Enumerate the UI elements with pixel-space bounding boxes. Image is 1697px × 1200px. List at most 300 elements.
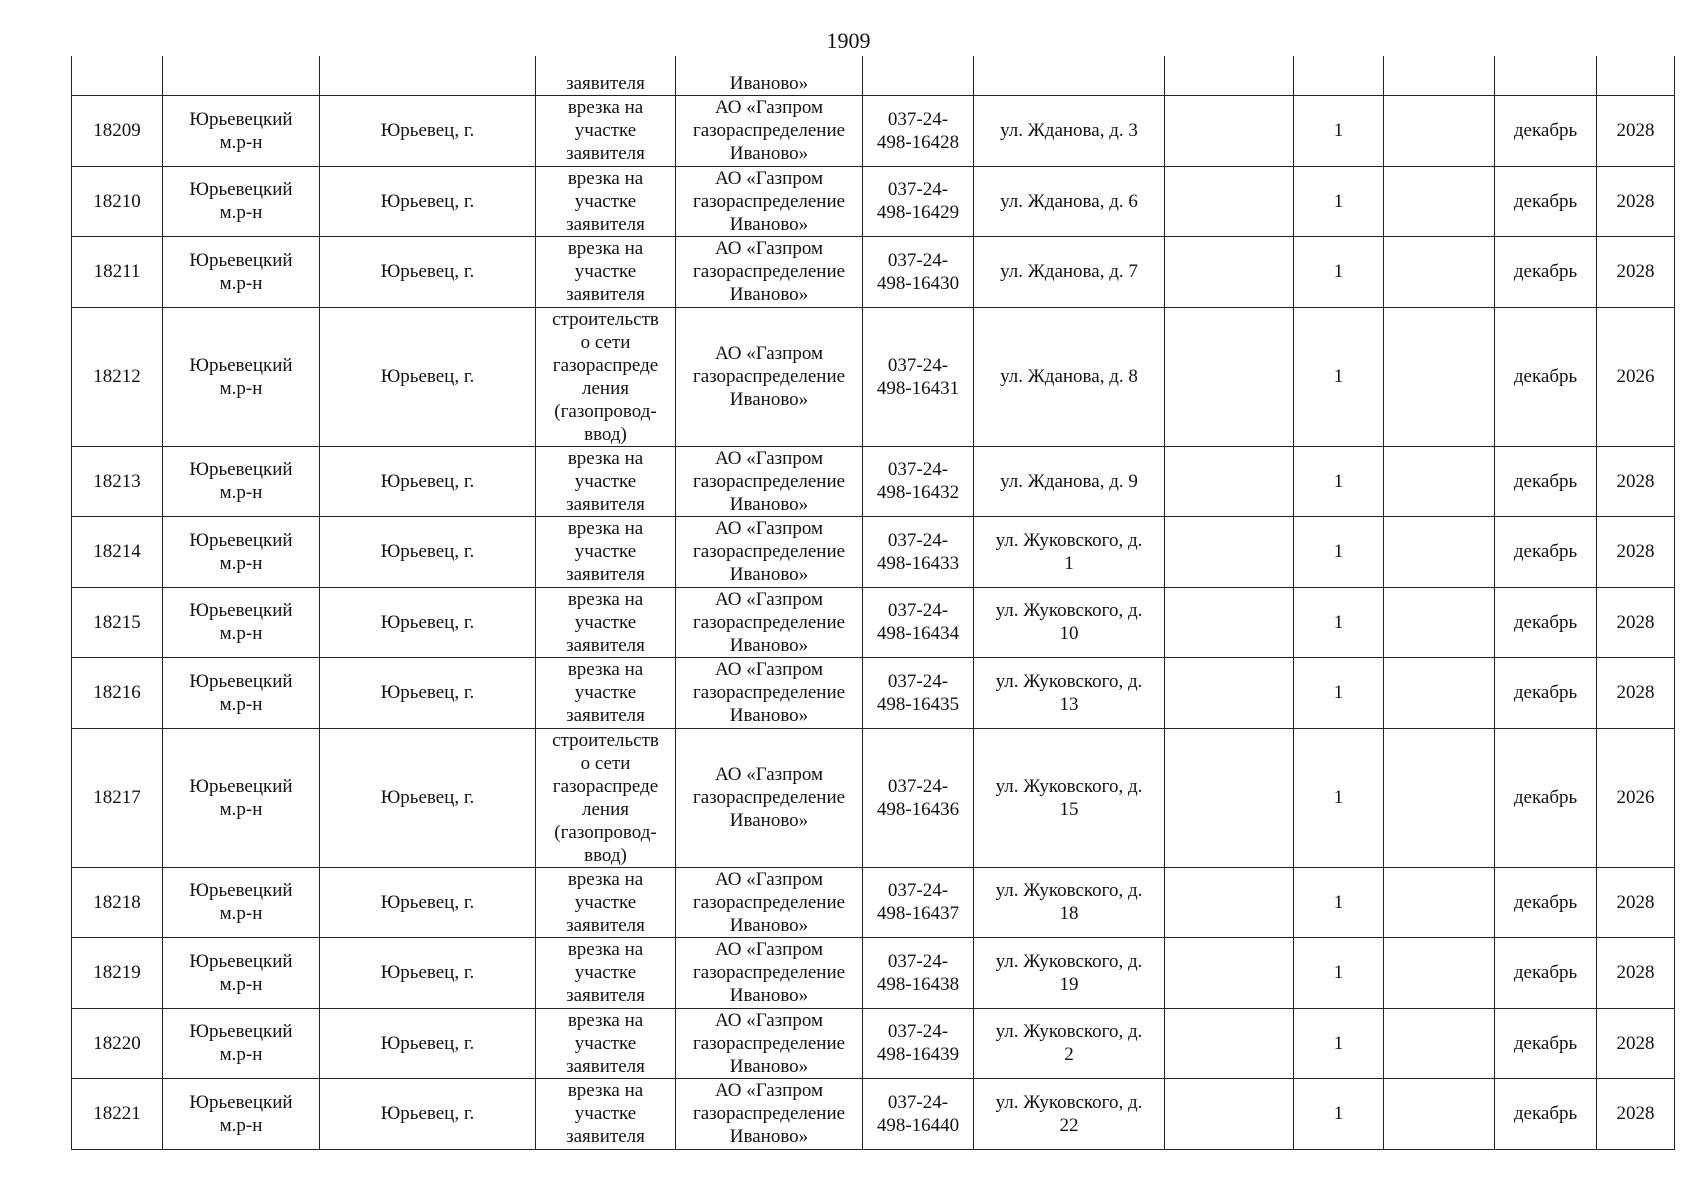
organization-text: АО «Газпром газораспределение Иваново» [692,238,846,306]
cell-settlement [320,938,536,1009]
cell-id [72,728,163,867]
organization-text: Иваново» [729,73,809,94]
month-text: декабрь [1513,891,1578,913]
cell-id [72,658,163,729]
work-type-text: строительств о сети газораспреде ления (газопровод- ввод) [552,729,659,866]
page-number: 1909 [826,28,871,53]
registry-table-body [72,56,1675,1149]
id-text: 18210 [93,190,141,212]
cell-extra-b [1384,658,1495,729]
month-text: декабрь [1513,611,1578,633]
address-text: ул. Жуковского, д. 18 [995,880,1143,925]
table-row [72,1008,1675,1079]
year-text: 2028 [1616,541,1655,563]
month-text: декабрь [1513,470,1578,492]
address-text: ул. Жданова, д. 7 [1000,261,1138,283]
cell-address [974,728,1165,867]
cell-extra-a [1165,446,1294,517]
organization-text: АО «Газпром газораспределение Иваново» [692,343,846,410]
cell-extra-b [1384,587,1495,658]
quantity-text: 1 [1333,541,1344,563]
cell-quantity [1294,307,1384,446]
cell-address [974,658,1165,729]
district-text: Юрьевецкий м.р-н [189,179,293,224]
cell-year [1597,307,1675,446]
work-type-text: врезка на участке заявителя [566,167,645,235]
table-row [72,166,1675,237]
cell-extra-a [1165,237,1294,308]
year-text: 2026 [1616,787,1655,808]
cell-code [863,658,974,729]
cell-address [974,96,1165,167]
address-text: ул. Жуковского, д. 22 [995,1091,1143,1136]
cell-work-type [536,658,676,729]
cell-year [1597,1079,1675,1150]
cell-month [1495,56,1597,96]
cell-year [1597,237,1675,308]
address-text: ул. Жуковского, д. 1 [995,529,1143,574]
cell-settlement [320,867,536,938]
cell-quantity [1294,1008,1384,1079]
cell-settlement [320,96,536,167]
code-text: 037-24- 498-16437 [876,880,960,925]
cell-id [72,56,163,96]
work-type-text: врезка на участке заявителя [566,238,645,306]
district-text: Юрьевецкий м.р-н [189,249,293,294]
id-text: 18209 [93,120,141,142]
cell-work-type [536,96,676,167]
cell-year [1597,658,1675,729]
cell-settlement [320,446,536,517]
continuation-row [72,56,1675,96]
table-row [72,587,1675,658]
district-text: Юрьевецкий м.р-н [189,529,293,574]
cell-extra-b [1384,938,1495,1009]
month-text: декабрь [1513,962,1578,984]
cell-settlement [320,728,536,867]
work-type-text: врезка на участке заявителя [566,588,645,656]
cell-quantity [1294,96,1384,167]
id-text: 18216 [93,682,141,704]
cell-code [863,938,974,1009]
cell-extra-b [1384,728,1495,867]
cell-work-type [536,1079,676,1150]
id-text: 18214 [93,541,141,563]
year-text: 2028 [1616,1032,1655,1054]
quantity-text: 1 [1333,261,1344,283]
code-text: 037-24- 498-16440 [876,1091,960,1136]
cell-id [72,517,163,588]
cell-id [72,166,163,237]
cell-id [72,938,163,1009]
cell-year [1597,587,1675,658]
cell-settlement [320,587,536,658]
settlement-text: Юрьевец, г. [380,891,475,913]
cell-district [163,307,320,446]
cell-organization [676,96,863,167]
year-text: 2028 [1616,962,1655,984]
address-text: ул. Жданова, д. 8 [1000,366,1138,387]
cell-work-type [536,517,676,588]
organization-text: АО «Газпром газораспределение Иваново» [692,659,846,727]
cell-organization [676,307,863,446]
cell-year [1597,867,1675,938]
cell-quantity [1294,517,1384,588]
cell-code [863,96,974,167]
quantity-text: 1 [1333,1032,1344,1054]
cell-address [974,237,1165,308]
cell-code [863,237,974,308]
month-text: декабрь [1513,1103,1578,1125]
cell-extra-a [1165,1079,1294,1150]
cell-organization [676,867,863,938]
cell-extra-b [1384,517,1495,588]
cell-settlement [320,1008,536,1079]
id-text: 18215 [93,611,141,633]
organization-text: АО «Газпром газораспределение Иваново» [692,588,846,656]
district-text: Юрьевецкий м.р-н [189,600,293,645]
id-text: 18220 [93,1032,141,1054]
cell-month [1495,446,1597,517]
month-text: декабрь [1513,366,1578,387]
cell-code [863,307,974,446]
cell-extra-b [1384,166,1495,237]
cell-district [163,96,320,167]
code-text: 037-24- 498-16432 [876,459,960,504]
code-text: 037-24- 498-16433 [876,529,960,574]
cell-id [72,96,163,167]
quantity-text: 1 [1333,120,1344,142]
cell-extra-a [1165,1008,1294,1079]
cell-address [974,517,1165,588]
cell-id [72,237,163,308]
cell-code [863,867,974,938]
table-row [72,728,1675,867]
district-text: Юрьевецкий м.р-н [189,108,293,153]
cell-organization [676,728,863,867]
cell-extra-b [1384,1079,1495,1150]
cell-extra-a [1165,96,1294,167]
organization-text: АО «Газпром газораспределение Иваново» [692,939,846,1007]
work-type-text: заявителя [566,73,645,94]
cell-organization [676,166,863,237]
cell-settlement [320,56,536,96]
cell-extra-b [1384,307,1495,446]
cell-district [163,728,320,867]
registry-table [71,56,1675,1150]
cell-id [72,307,163,446]
cell-extra-b [1384,96,1495,167]
settlement-text: Юрьевец, г. [380,470,475,492]
work-type-text: врезка на участке заявителя [566,447,645,515]
organization-text: АО «Газпром газораспределение Иваново» [692,764,846,831]
district-text: Юрьевецкий м.р-н [189,880,293,925]
cell-organization [676,587,863,658]
cell-month [1495,307,1597,446]
year-text: 2028 [1616,190,1655,212]
code-text: 037-24- 498-16438 [876,950,960,995]
address-text: ул. Жуковского, д. 15 [995,775,1143,820]
settlement-text: Юрьевец, г. [380,1103,475,1125]
cell-organization [676,56,863,96]
cell-work-type [536,728,676,867]
cell-settlement [320,166,536,237]
month-text: декабрь [1513,261,1578,283]
cell-work-type [536,1008,676,1079]
cell-district [163,938,320,1009]
cell-organization [676,1008,863,1079]
district-text: Юрьевецкий м.р-н [189,775,293,820]
settlement-text: Юрьевец, г. [380,120,475,142]
address-text: ул. Жуковского, д. 2 [995,1021,1143,1066]
id-text: 18217 [93,787,141,808]
work-type-text: врезка на участке заявителя [566,97,645,165]
cell-district [163,658,320,729]
cell-address [974,587,1165,658]
cell-quantity [1294,587,1384,658]
cell-id [72,867,163,938]
cell-address [974,307,1165,446]
id-text: 18221 [93,1103,141,1125]
cell-settlement [320,307,536,446]
cell-month [1495,867,1597,938]
cell-month [1495,938,1597,1009]
address-text: ул. Жданова, д. 3 [1000,120,1138,142]
id-text: 18213 [93,470,141,492]
cell-extra-b [1384,867,1495,938]
district-text: Юрьевецкий м.р-н [189,1021,293,1066]
quantity-text: 1 [1333,611,1344,633]
cell-quantity [1294,56,1384,96]
cell-settlement [320,517,536,588]
cell-extra-a [1165,307,1294,446]
cell-extra-a [1165,867,1294,938]
work-type-text: врезка на участке заявителя [566,518,645,586]
work-type-text: врезка на участке заявителя [566,868,645,936]
cell-code [863,56,974,96]
month-text: декабрь [1513,682,1578,704]
cell-code [863,446,974,517]
district-text: Юрьевецкий м.р-н [189,670,293,715]
quantity-text: 1 [1333,682,1344,704]
settlement-text: Юрьевец, г. [380,787,475,808]
cell-district [163,166,320,237]
quantity-text: 1 [1333,190,1344,212]
address-text: ул. Жданова, д. 9 [1000,470,1138,492]
month-text: декабрь [1513,120,1578,142]
cell-extra-b [1384,56,1495,96]
cell-organization [676,938,863,1009]
cell-month [1495,96,1597,167]
cell-quantity [1294,446,1384,517]
code-text: 037-24- 498-16434 [876,600,960,645]
code-text: 037-24- 498-16435 [876,670,960,715]
id-text: 18211 [93,261,141,283]
cell-organization [676,1079,863,1150]
year-text: 2026 [1616,366,1655,387]
cell-work-type [536,237,676,308]
work-type-text: строительств о сети газораспреде ления (газопровод- ввод) [552,308,659,445]
cell-id [72,1008,163,1079]
cell-id [72,587,163,658]
cell-code [863,728,974,867]
cell-district [163,867,320,938]
district-text: Юрьевецкий м.р-н [189,459,293,504]
district-text: Юрьевецкий м.р-н [189,354,293,399]
settlement-text: Юрьевец, г. [380,962,475,984]
quantity-text: 1 [1333,366,1344,387]
organization-text: АО «Газпром газораспределение Иваново» [692,97,846,165]
code-text: 037-24- 498-16431 [876,354,960,399]
cell-month [1495,166,1597,237]
cell-year [1597,938,1675,1009]
cell-organization [676,658,863,729]
cell-month [1495,237,1597,308]
month-text: декабрь [1513,1032,1578,1054]
cell-extra-a [1165,728,1294,867]
address-text: ул. Жданова, д. 6 [1000,190,1138,212]
year-text: 2028 [1616,891,1655,913]
cell-district [163,446,320,517]
cell-address [974,56,1165,96]
cell-year [1597,446,1675,517]
settlement-text: Юрьевец, г. [380,682,475,704]
address-text: ул. Жуковского, д. 19 [995,950,1143,995]
cell-organization [676,517,863,588]
settlement-text: Юрьевец, г. [380,1032,475,1054]
year-text: 2028 [1616,261,1655,283]
cell-work-type [536,587,676,658]
cell-address [974,166,1165,237]
id-text: 18219 [93,962,141,984]
organization-text: АО «Газпром газораспределение Иваново» [692,447,846,515]
code-text: 037-24- 498-16430 [876,249,960,294]
cell-extra-a [1165,56,1294,96]
cell-code [863,1079,974,1150]
cell-code [863,517,974,588]
year-text: 2028 [1616,120,1655,142]
table-row [72,867,1675,938]
cell-quantity [1294,1079,1384,1150]
code-text: 037-24- 498-16428 [876,108,960,153]
cell-year [1597,96,1675,167]
year-text: 2028 [1616,470,1655,492]
table-row [72,658,1675,729]
district-text: Юрьевецкий м.р-н [189,950,293,995]
cell-id [72,1079,163,1150]
cell-extra-b [1384,1008,1495,1079]
cell-quantity [1294,938,1384,1009]
cell-month [1495,658,1597,729]
table-row [72,938,1675,1009]
cell-month [1495,1079,1597,1150]
organization-text: АО «Газпром газораспределение Иваново» [692,1009,846,1077]
cell-month [1495,1008,1597,1079]
cell-quantity [1294,166,1384,237]
cell-district [163,587,320,658]
cell-district [163,517,320,588]
organization-text: АО «Газпром газораспределение Иваново» [692,518,846,586]
cell-work-type [536,56,676,96]
settlement-text: Юрьевец, г. [380,366,475,387]
cell-year [1597,1008,1675,1079]
quantity-text: 1 [1333,962,1344,984]
cell-address [974,1079,1165,1150]
cell-quantity [1294,867,1384,938]
cell-work-type [536,307,676,446]
cell-district [163,1008,320,1079]
cell-work-type [536,446,676,517]
code-text: 037-24- 498-16429 [876,179,960,224]
cell-code [863,1008,974,1079]
cell-extra-a [1165,658,1294,729]
code-text: 037-24- 498-16439 [876,1021,960,1066]
month-text: декабрь [1513,787,1578,808]
cell-extra-a [1165,517,1294,588]
organization-text: АО «Газпром газораспределение Иваново» [692,868,846,936]
month-text: декабрь [1513,190,1578,212]
organization-text: АО «Газпром газораспределение Иваново» [692,167,846,235]
address-text: ул. Жуковского, д. 10 [995,600,1143,645]
cell-year [1597,166,1675,237]
table-row [72,517,1675,588]
cell-settlement [320,1079,536,1150]
cell-month [1495,728,1597,867]
cell-work-type [536,867,676,938]
table-row [72,1079,1675,1150]
quantity-text: 1 [1333,787,1344,808]
quantity-text: 1 [1333,1103,1344,1125]
cell-code [863,587,974,658]
settlement-text: Юрьевец, г. [380,611,475,633]
cell-year [1597,517,1675,588]
district-text: Юрьевецкий м.р-н [189,1091,293,1136]
quantity-text: 1 [1333,891,1344,913]
cell-extra-b [1384,446,1495,517]
cell-district [163,1079,320,1150]
id-text: 18212 [93,366,141,387]
cell-organization [676,237,863,308]
cell-address [974,446,1165,517]
cell-district [163,56,320,96]
cell-work-type [536,166,676,237]
work-type-text: врезка на участке заявителя [566,939,645,1007]
settlement-text: Юрьевец, г. [380,541,475,563]
month-text: декабрь [1513,541,1578,563]
cell-quantity [1294,728,1384,867]
table-row [72,237,1675,308]
cell-code [863,166,974,237]
cell-year [1597,56,1675,96]
table-row [72,446,1675,517]
cell-organization [676,446,863,517]
cell-settlement [320,237,536,308]
quantity-text: 1 [1333,470,1344,492]
cell-extra-a [1165,938,1294,1009]
cell-extra-a [1165,166,1294,237]
settlement-text: Юрьевец, г. [380,261,475,283]
table-row [72,96,1675,167]
cell-month [1495,587,1597,658]
year-text: 2028 [1616,611,1655,633]
cell-address [974,1008,1165,1079]
year-text: 2028 [1616,1103,1655,1125]
cell-work-type [536,938,676,1009]
cell-id [72,446,163,517]
table-row [72,307,1675,446]
organization-text: АО «Газпром газораспределение Иваново» [692,1080,846,1148]
id-text: 18218 [93,891,141,913]
